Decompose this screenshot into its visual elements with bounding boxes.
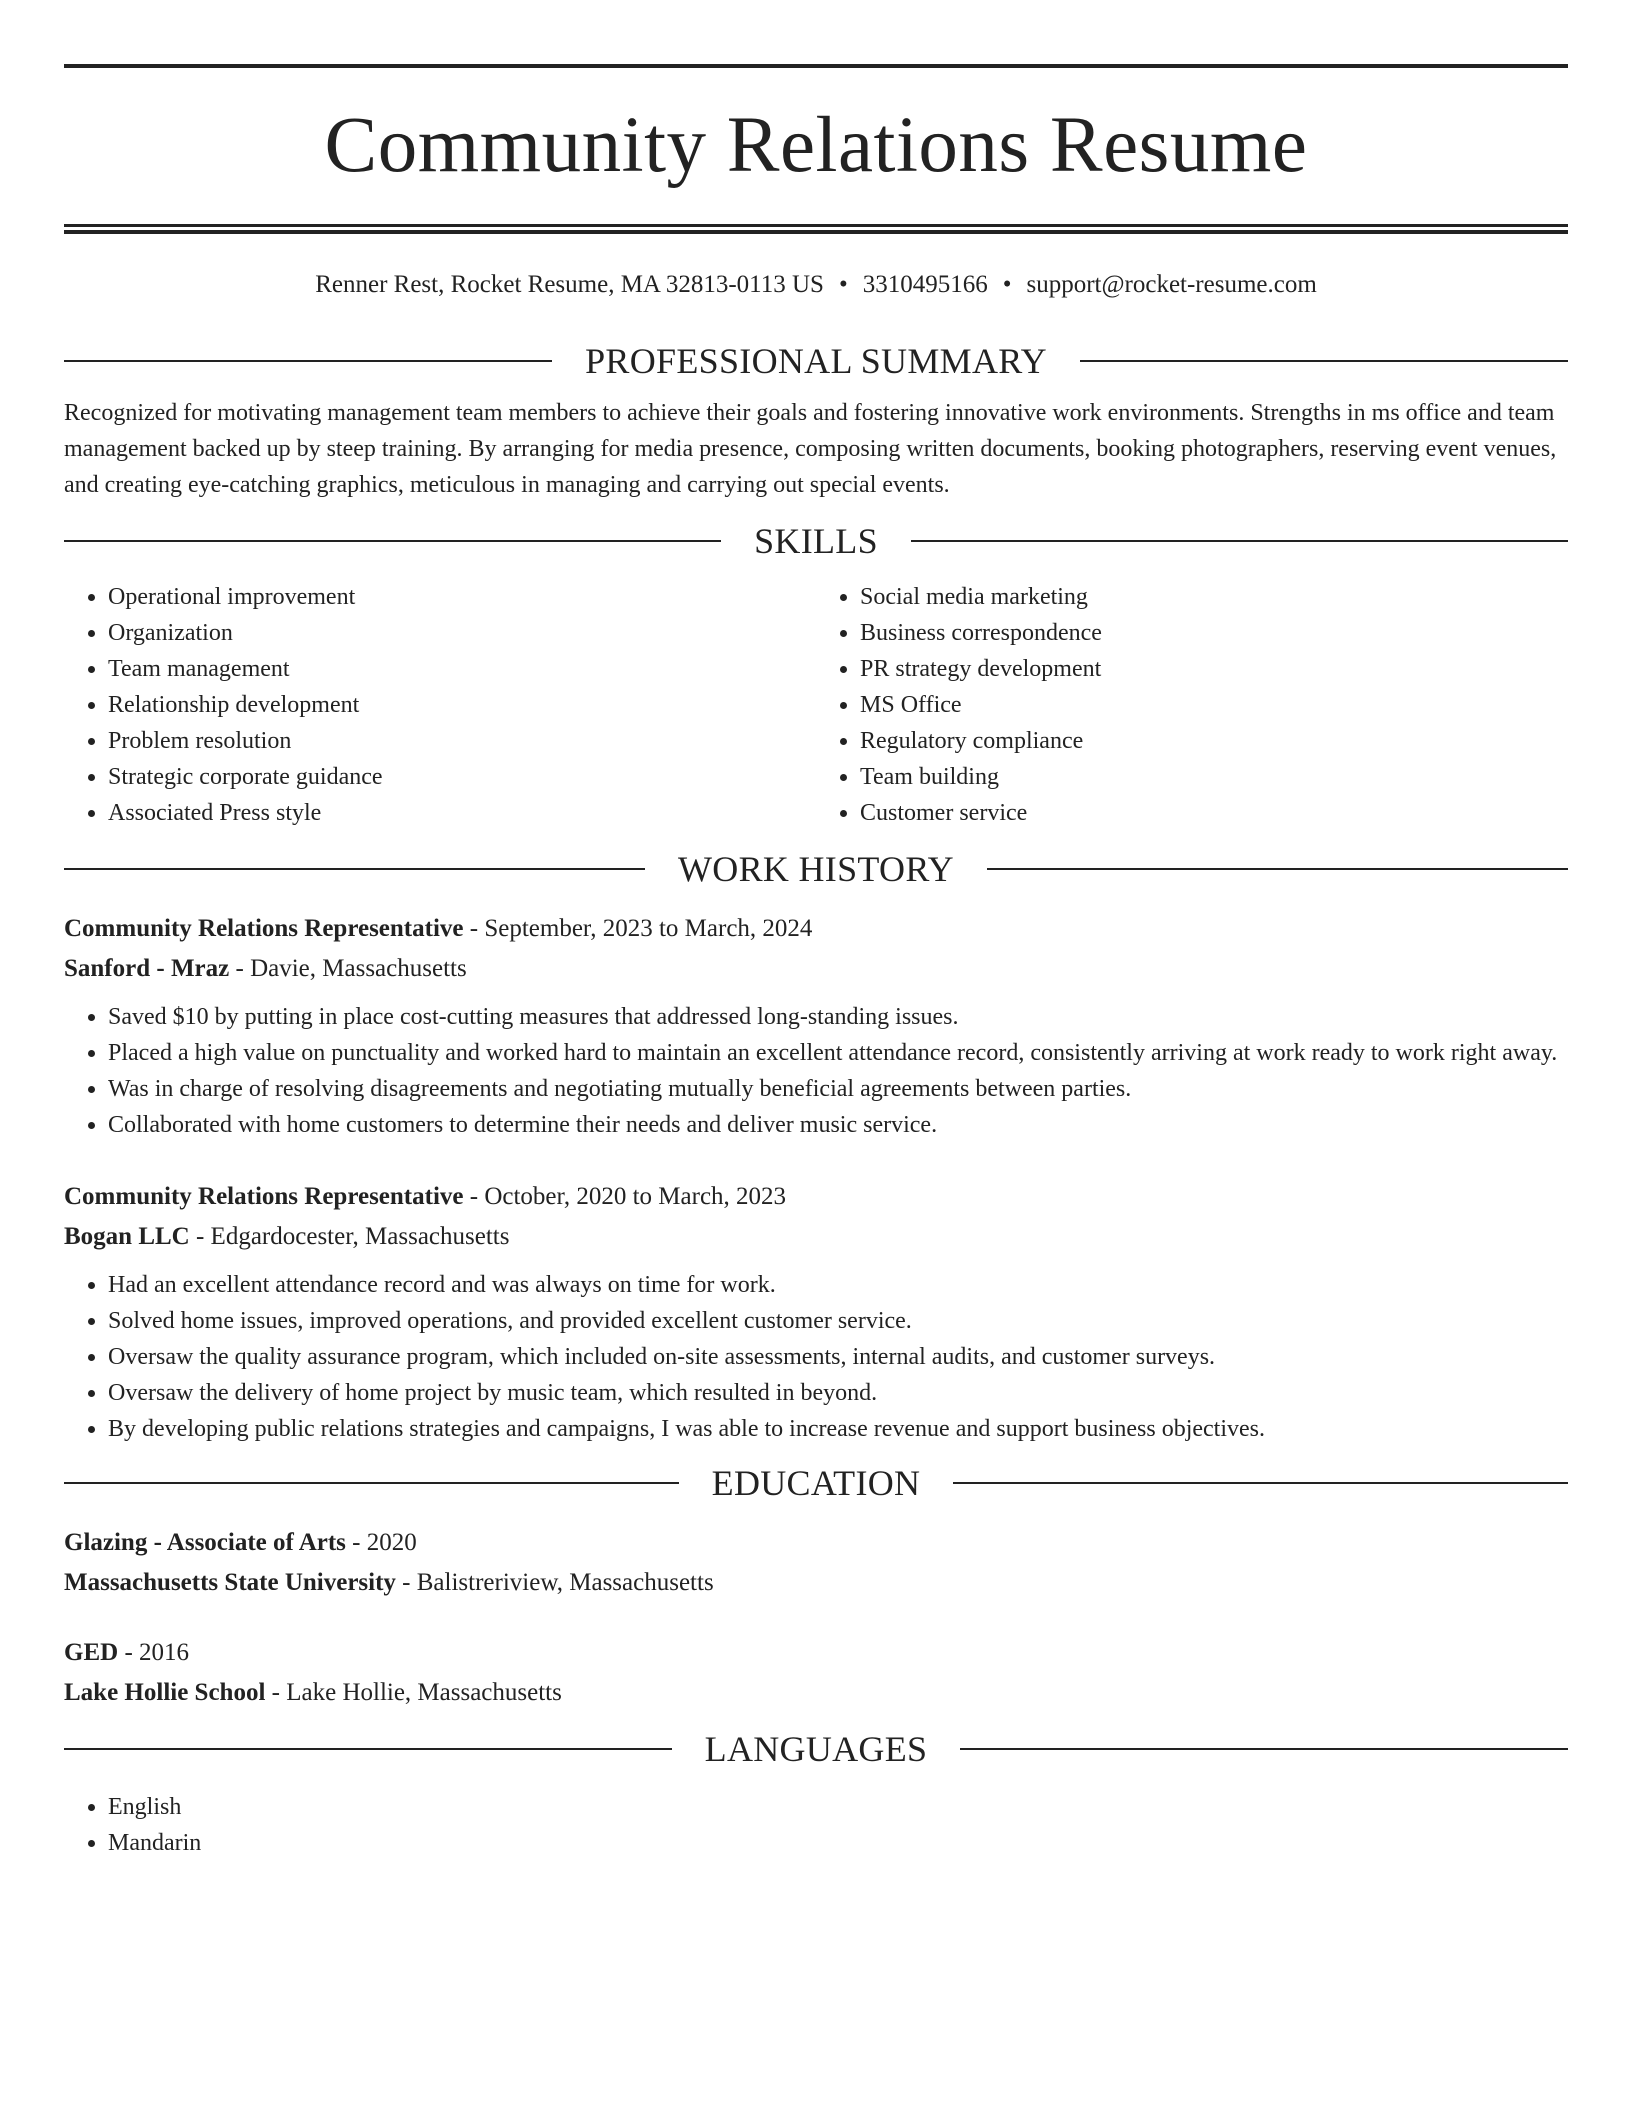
contact-address: Renner Rest, Rocket Resume, MA 32813-0113 US — [315, 271, 824, 298]
skill-item: • Social media marketing — [860, 579, 1568, 615]
resume-title: Community Relations Resume — [324, 102, 1308, 189]
section-title: WORK HISTORY — [678, 849, 954, 889]
skill-item: • Customer service — [860, 795, 1568, 831]
section-heading-education — [64, 1461, 1568, 1505]
section-title: LANGUAGES — [704, 1729, 928, 1769]
skill-item: • Operational improvement — [108, 579, 816, 615]
contact-separator: • — [1002, 271, 1012, 298]
job-company-line — [64, 1217, 1568, 1257]
skill-item: • Associated Press style — [108, 795, 816, 831]
education-entry — [64, 1523, 1568, 1603]
skill-item: • Organization — [108, 615, 816, 651]
degree-year: - 2016 — [118, 1639, 190, 1666]
school: Lake Hollie School — [64, 1679, 266, 1706]
top-rule — [64, 64, 1568, 68]
skill-item: • Strategic corporate guidance — [108, 759, 816, 795]
heading-rule — [960, 1748, 1568, 1750]
job-bullet: • Placed a high value on punctuality and worked hard to maintain an excellent attendance record, consistently arriving at work ready to work right away. — [108, 1035, 1568, 1071]
contact-email: support@rocket-resume.com — [1026, 271, 1317, 298]
school-location: - Balistreriview, Massachusetts — [395, 1569, 714, 1596]
skill-item: • MS Office — [860, 687, 1568, 723]
section-heading-languages — [64, 1727, 1568, 1771]
summary-text: Recognized for motivating management team members to achieve their goals and fostering innovative work environments. Strengths in ms office and team management backed up by steep training. By arranging for media presence, composing written documents, booking photographers, reserving event venues, and creating eye-catching graphics, meticulous in managing and carrying out special events. — [64, 400, 1557, 498]
job-bullet: • Saved $10 by putting in place cost-cutting measures that addressed long-standing issues. — [108, 999, 1568, 1035]
section-heading-skills — [64, 519, 1568, 563]
job-location: - Edgardocester, Massachusetts — [189, 1223, 510, 1250]
skill-item: • Business correspondence — [860, 615, 1568, 651]
job-bullets — [64, 1267, 1568, 1447]
skill-item: • Relationship development — [108, 687, 816, 723]
job-bullets — [64, 999, 1568, 1143]
skill-item: • Regulatory compliance — [860, 723, 1568, 759]
degree-year: - 2020 — [345, 1529, 417, 1556]
skills-column-right — [816, 579, 1568, 831]
skill-item: • Team management — [108, 651, 816, 687]
skills-list — [64, 579, 1568, 831]
degree: Glazing - Associate of Arts — [64, 1529, 346, 1556]
section-title: SKILLS — [754, 521, 878, 561]
job-title: Community Relations Representative — [64, 1183, 464, 1210]
spacer — [64, 1603, 1568, 1633]
skill-item: • Problem resolution — [108, 723, 816, 759]
education-entry — [64, 1633, 1568, 1713]
heading-rule — [64, 540, 721, 542]
job-bullet: • Oversaw the quality assurance program, which included on-site assessments, internal audits, and customer surveys. — [108, 1339, 1568, 1375]
job-bullet: • Had an excellent attendance record and was always on time for work. — [108, 1267, 1568, 1303]
heading-rule — [911, 540, 1568, 542]
degree-line — [64, 1633, 1568, 1673]
school-line — [64, 1563, 1568, 1603]
skill-item: • PR strategy development — [860, 651, 1568, 687]
job-company: Sanford - Mraz — [64, 955, 230, 982]
heading-rule — [987, 868, 1568, 870]
degree: GED — [64, 1639, 119, 1666]
job-entry — [64, 909, 1568, 1143]
school-line — [64, 1673, 1568, 1713]
degree-line — [64, 1523, 1568, 1563]
skills-column-left — [64, 579, 816, 831]
section-title: PROFESSIONAL SUMMARY — [585, 341, 1047, 381]
heading-rule — [1080, 360, 1568, 362]
job-dates: - October, 2020 to March, 2023 — [463, 1183, 787, 1210]
job-location: - Davie, Massachusetts — [229, 955, 467, 982]
title-double-rule — [64, 224, 1568, 234]
languages-list — [64, 1789, 1568, 1861]
job-title: Community Relations Representative — [64, 915, 464, 942]
heading-rule — [64, 360, 552, 362]
section-heading-work — [64, 847, 1568, 891]
job-bullet: • By developing public relations strategies and campaigns, I was able to increase revenue and support business objectives. — [108, 1411, 1568, 1447]
job-dates: - September, 2023 to March, 2024 — [463, 915, 813, 942]
spacer — [64, 1143, 1568, 1177]
job-title-line — [64, 1177, 1568, 1217]
section-heading-summary — [64, 339, 1568, 383]
heading-rule — [64, 1482, 679, 1484]
contact-separator: • — [838, 271, 848, 298]
heading-rule — [64, 1748, 672, 1750]
skill-item: • Team building — [860, 759, 1568, 795]
job-bullet: • Collaborated with home customers to determine their needs and deliver music service. — [108, 1107, 1568, 1143]
heading-rule — [953, 1482, 1568, 1484]
job-bullet: • Was in charge of resolving disagreements and negotiating mutually beneficial agreements between parties. — [108, 1071, 1568, 1107]
contact-phone: 3310495166 — [862, 271, 988, 298]
contact-line — [64, 269, 1568, 301]
heading-rule — [64, 868, 645, 870]
language-item: • English — [108, 1789, 1568, 1825]
job-company-line — [64, 949, 1568, 989]
school: Massachusetts State University — [64, 1569, 396, 1596]
job-entry — [64, 1177, 1568, 1447]
language-item: • Mandarin — [108, 1825, 1568, 1861]
job-bullet: • Oversaw the delivery of home project by music team, which resulted in beyond. — [108, 1375, 1568, 1411]
job-company: Bogan LLC — [64, 1223, 190, 1250]
school-location: - Lake Hollie, Massachusetts — [265, 1679, 562, 1706]
job-title-line — [64, 909, 1568, 949]
section-title: EDUCATION — [711, 1463, 921, 1503]
job-bullet: • Solved home issues, improved operations, and provided excellent customer service. — [108, 1303, 1568, 1339]
